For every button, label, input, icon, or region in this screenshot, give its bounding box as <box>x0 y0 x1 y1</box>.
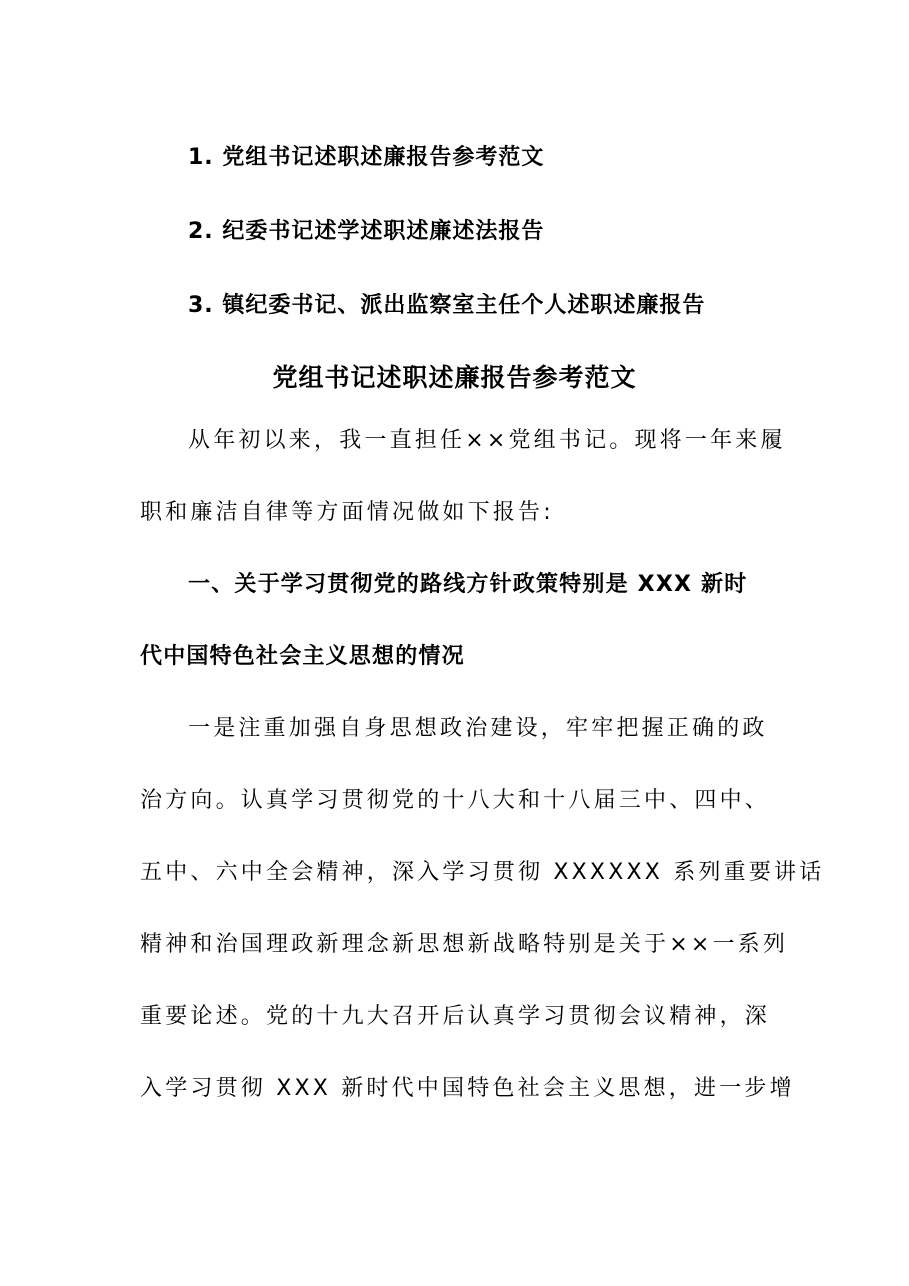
body-paragraph-line: 入学习贯彻 XXX 新时代中国特色社会主义思想，进一步增 <box>140 1076 795 1101</box>
intro-paragraph-line: 职和廉洁自律等方面情况做如下报告: <box>140 500 554 525</box>
section-heading-line: 一、关于学习贯彻党的路线方针政策特别是 XXX 新时 <box>188 572 748 597</box>
body-paragraph-line: 重要论述。党的十九大召开后认真学习贯彻会议精神，深 <box>140 1004 771 1029</box>
toc-item-3: 3. 镇纪委书记、派出监察室主任个人述职述廉报告 <box>188 293 706 318</box>
toc-item-1: 1. 党组书记述职述廉报告参考范文 <box>188 145 545 170</box>
intro-paragraph-line: 从年初以来，我一直担任××党组书记。现将一年来履 <box>188 428 786 453</box>
body-paragraph-line: 一是注重加强自身思想政治建设，牢牢把握正确的政 <box>188 716 768 741</box>
section-heading-line: 代中国特色社会主义思想的情况 <box>140 644 465 669</box>
toc-item-2: 2. 纪委书记述学述职述廉述法报告 <box>188 219 545 244</box>
body-paragraph-line: 五中、六中全会精神，深入学习贯彻 XXXXXX 系列重要讲话 <box>140 860 825 885</box>
body-paragraph-line: 治方向。认真学习贯彻党的十八大和十八届三中、四中、 <box>140 788 771 813</box>
body-paragraph-line: 精神和治国理政新理念新思想新战略特别是关于××一系列 <box>140 932 789 957</box>
document-title: 党组书记述职述廉报告参考范文 <box>272 363 637 392</box>
